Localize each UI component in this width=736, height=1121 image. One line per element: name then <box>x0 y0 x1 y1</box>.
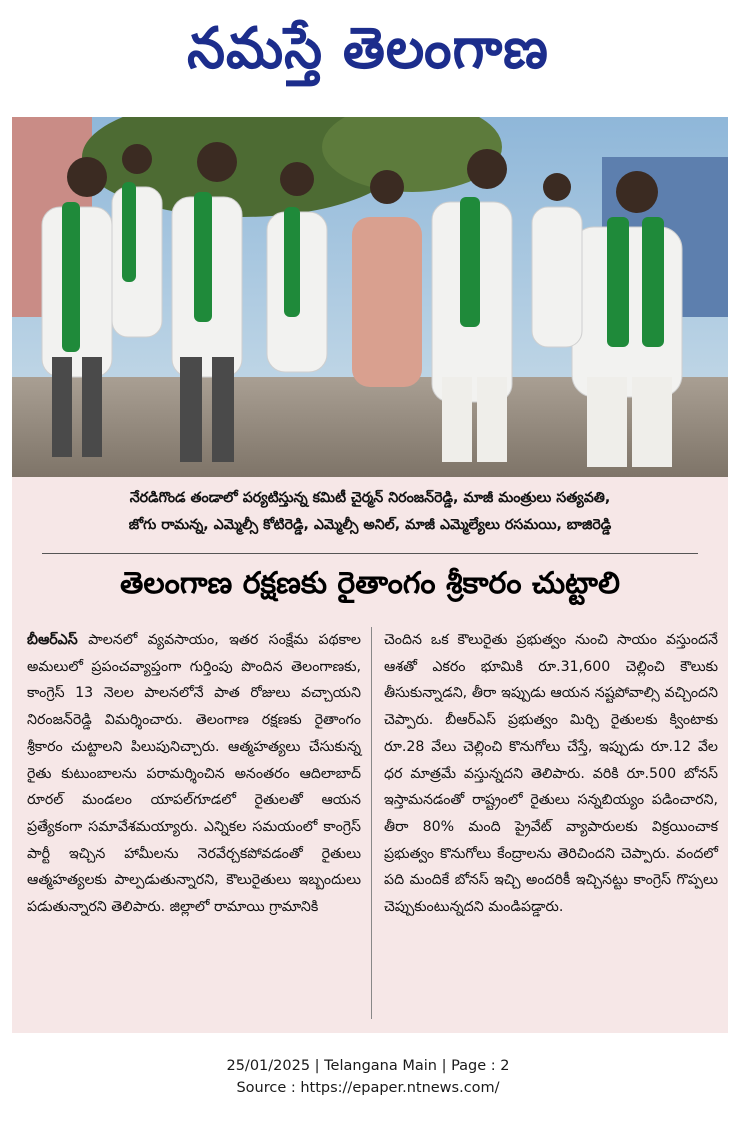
article-text: పాలనలో వ్యవసాయం, ఇతర సంక్షేమ పథకాల అమలులో ప్రపంచవ్యాప్తంగా గుర్తింపు పొందిన తెలంగాణకు, కాంగ్రెస్ 13 నెలల పాలనలోనే పాత రోజులు వచ్చాయని నిరంజన్‌రెడ్డి విమర్శించారు. తెలంగాణ రక్షణకు రైతాంగం శ్రీకారం చుట్టాలని పిలుపునిచ్చారు. ఆత్మహత్యలు చేసుకున్న రైతు కుటుంబాలను పరామర్శించిన అనంతరం ఆదిలాబాద్ రూరల్ మండలం యాపల్‌గూడలో రైతులతో ఆయన ప్రత్యేకంగా సమావేశమయ్యారు. ఎన్నికల సమయంలో కాంగ్రెస్ పార్టీ ఇచ్చిన హామీలను నెరవేర్చకపోవడంతో రైతులు ఆత్మహత్యలకు పాల్పడుతున్నారని, కౌలురైతులు ఇబ్బందులు పడుతున్నారని తెలిపారు. జిల్లాలో రామాయి గ్రామానికి <box>27 632 361 916</box>
photo-caption <box>12 485 728 539</box>
article-text: చెందిన ఒక కౌలురైతు ప్రభుత్వం నుంచి సాయం వస్తుందనే ఆశతో ఎకరం భూమికి రూ.31,600 చెల్లించి కౌలుకు తీసుకున్నాడని, తీరా ఇప్పుడు ఆయన నష్టపోవాల్సి వచ్చిందని చెప్పారు. బీఆర్ఎస్ ప్రభుత్వం మిర్చి రైతులకు క్వింటాకు రూ.28 వేలు చెల్లించి కొనుగోలు చేస్తే, ఇప్పుడు రూ.12 వేల ధర మాత్రమే వస్తున్నదని తెలిపారు. వరికి రూ.500 బోనస్ ఇస్తామనడంతో రాష్ట్రంలో రైతులు సన్నబియ్యం పడించారని, తీరా 80% మంది ప్రైవేట్ వ్యాపారులకు విక్రయించాక ప్రభుత్వం కొనుగోలు కేంద్రాలను తెరిచిందని చెప్పారు. వందలో పది మందికే బోనస్ ఇచ్చి అందరికీ ఇచ్చినట్టు కాంగ్రెస్ గొప్పలు చెప్పుకుంటున్నదని మండిపడ్డారు. <box>384 632 718 916</box>
news-photo <box>12 117 728 477</box>
photo-icon <box>12 117 728 477</box>
page-footer <box>0 1055 736 1099</box>
article-column-1 <box>27 627 361 921</box>
divider <box>42 553 698 554</box>
article-headline: తెలంగాణ రక్షణకు రైతాంగం శ్రీకారం చుట్టాలి <box>120 566 620 601</box>
newspaper-title: నమస్తే తెలంగాణ <box>187 14 549 81</box>
column-divider <box>371 627 372 1019</box>
lead-word: బీఆర్ఎస్ <box>27 632 78 648</box>
caption-line: నేరడిగొండ తండాలో పర్యటిస్తున్న కమిటీ చైర్మన్ నిరంజన్‌రెడ్డి, మాజీ మంత్రులు సత్యవతి, <box>129 490 611 506</box>
news-clipping <box>12 117 728 1033</box>
caption-line: జోగు రామన్న, ఎమ్మెల్సీ కోటిరెడ్డి, ఎమ్మెల్సీ అనిల్, మాజీ ఎమ్మెల్యేలు రసమయి, బాజిరెడ్డి <box>128 517 612 533</box>
footer-date-edition: 25/01/2025 | Telangana Main | Page : 2 <box>226 1058 510 1074</box>
masthead <box>0 0 736 110</box>
article-column-2 <box>384 627 718 921</box>
footer-source: Source : https://epaper.ntnews.com/ <box>236 1080 500 1096</box>
